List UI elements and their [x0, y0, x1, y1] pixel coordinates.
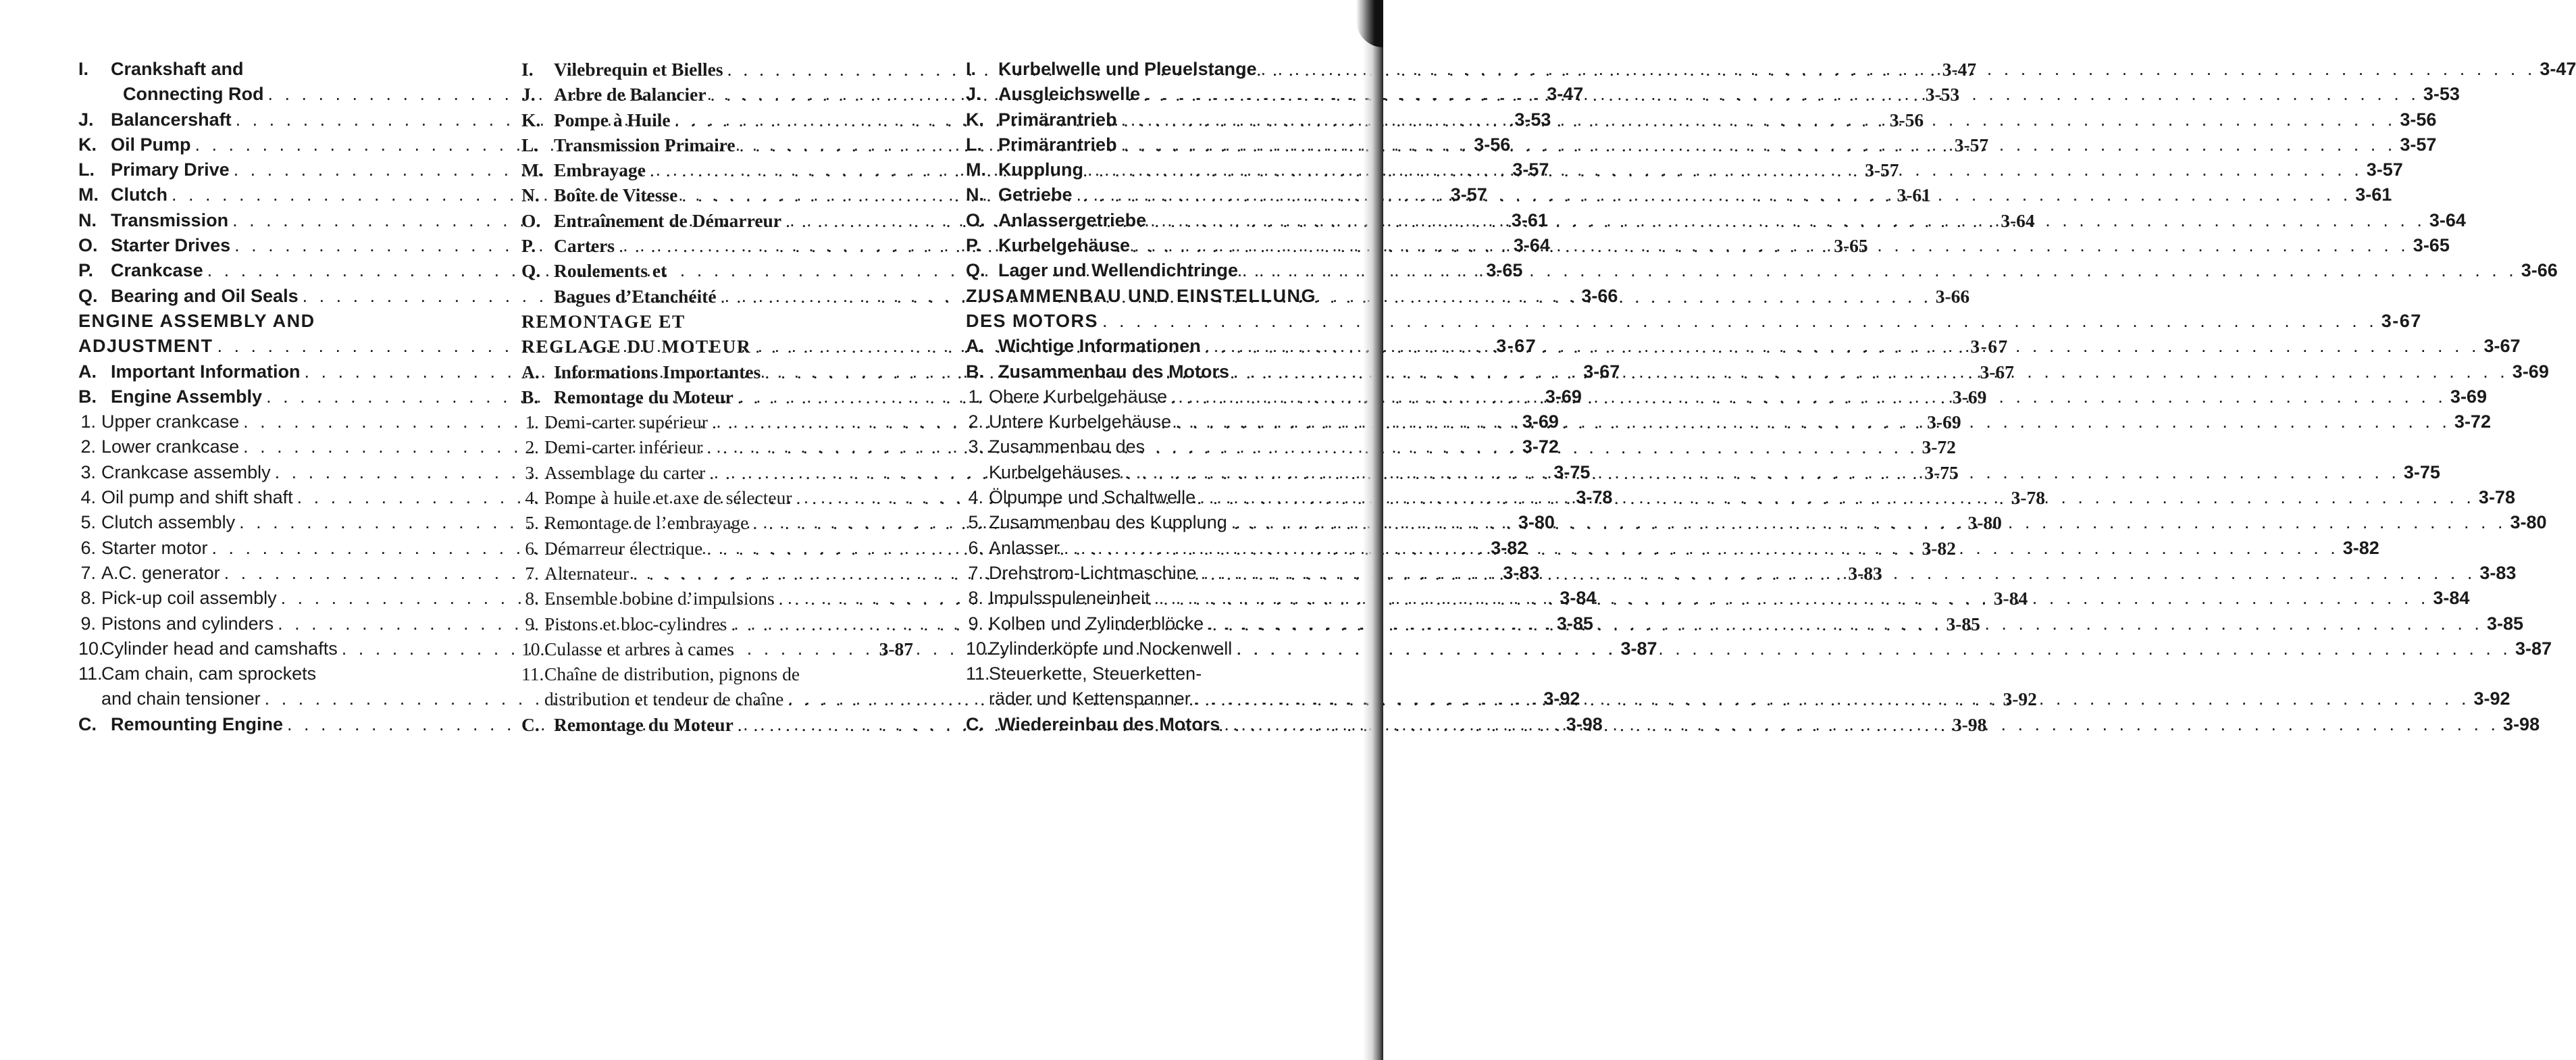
entry-number: J. — [521, 84, 536, 105]
section-heading-line1: ENGINE ASSEMBLY AND — [78, 310, 315, 331]
entry-title: Upper crankcase — [101, 411, 240, 432]
toc-entry-wichtige-informationen — [966, 334, 2521, 359]
entry-number: 3. — [80, 461, 96, 482]
entry-title: A.C. generator — [101, 562, 220, 583]
page-number: 3-69 — [1927, 411, 1961, 433]
section-heading-line1: REMONTAGE ET — [521, 310, 686, 332]
page-number: 3-72 — [2454, 411, 2491, 432]
page-number: 3-67 — [1970, 336, 2009, 357]
entry-title: Clutch — [111, 184, 168, 205]
page-number: 3-87 — [879, 638, 913, 659]
page-number: 3-53 — [2423, 84, 2460, 105]
dot-leader — [1224, 712, 2499, 737]
page-number: 3-75 — [2403, 461, 2440, 482]
page-number: 3-72 — [1522, 436, 1559, 457]
page-number: 3-72 — [1922, 436, 1956, 458]
page-number: 3-64 — [2429, 209, 2466, 230]
page-number: 3-47 — [2540, 59, 2576, 79]
entry-title: Crankshaft and — [111, 59, 244, 79]
page-number: 3-56 — [1474, 134, 1511, 155]
entry-number: 3. — [525, 461, 539, 483]
entry-title: Untere Kurbelgehäuse — [989, 411, 1172, 432]
entry-title: Crankcase assembly — [101, 461, 271, 482]
page-number: 3-56 — [2400, 109, 2437, 130]
entry-title: Primärantrieb — [998, 134, 1117, 155]
entry-title: Kolben und Zylinderblöcke — [989, 613, 1204, 634]
page-number: 3-65 — [1834, 235, 1868, 257]
entry-number: C. — [966, 713, 984, 734]
entry-number: 5. — [968, 512, 983, 533]
entry-number: I. — [966, 59, 977, 79]
page-number: 3-87 — [2515, 638, 2552, 659]
entry-title: Oil Pump — [111, 134, 191, 155]
entry-number: L. — [78, 159, 95, 180]
entry-title: Remounting Engine — [111, 713, 283, 734]
entry-number: M. — [521, 159, 544, 181]
section-heading-cont — [966, 309, 2422, 334]
entry-title: Ölpumpe und Schaltwelle — [989, 487, 1196, 508]
entry-number: B. — [78, 386, 97, 407]
entry-title: Bagues d’Etanchéité — [554, 285, 717, 307]
page-number: 3-47 — [1942, 59, 1977, 80]
dot-leader — [1087, 157, 2363, 182]
entry-title: Alternateur — [544, 562, 629, 584]
page-number: 3-85 — [1556, 613, 1593, 634]
entry-title: Bearing and Oil Seals — [111, 285, 299, 306]
entry-title: Transmission Primaire — [554, 134, 736, 155]
entry-title: Demi-carter supérieur — [544, 411, 709, 433]
page-number: 3-69 — [2512, 361, 2549, 382]
toc-subentry-obere-kurbelgehause — [966, 384, 2487, 409]
entry-title: Lower crankcase — [101, 436, 240, 457]
toc-subentry-steuerkette — [966, 661, 1359, 686]
toc-subentry-drehstrom — [966, 561, 2517, 586]
entry-number: A. — [521, 361, 540, 382]
entry-title: Primärantrieb — [998, 109, 1117, 130]
entry-number: N. — [521, 184, 540, 206]
page-number: 3-84 — [1993, 588, 2028, 609]
entry-number: 9. — [968, 613, 983, 634]
entry-title: distribution et tendeur de chaîne — [544, 688, 784, 710]
toc-subentry-culasse — [521, 636, 913, 661]
entry-number: 4. — [525, 487, 539, 509]
entry-number: C. — [521, 713, 540, 735]
page-number: 3-69 — [2450, 386, 2487, 407]
entry-number: 4. — [968, 487, 983, 508]
dot-leader — [1242, 258, 2517, 283]
entry-title: Important Information — [111, 361, 301, 382]
page-number: 3-80 — [1967, 512, 2002, 534]
page-number: 3-80 — [1518, 512, 1555, 533]
toc-subentry-zusammenbau-kupplung — [966, 510, 2547, 535]
dot-leader — [1125, 460, 2400, 485]
section-heading-line1: ZUSAMMENBAU UND EINSTELLUNG — [966, 285, 1316, 306]
entry-title: Engine Assembly — [111, 386, 263, 407]
entry-number: M. — [966, 159, 986, 180]
entry-title: Boîte de Vitesse — [554, 184, 678, 206]
page-number: 3-61 — [2355, 184, 2392, 205]
page-number: 3-66 — [1581, 285, 1618, 306]
entry-title: Lager und Wellendichtringe — [998, 260, 1239, 281]
entry-title: Pompe à Huile — [554, 109, 671, 130]
entry-title: Remontage du Moteur — [554, 713, 733, 735]
dot-leader — [1208, 611, 2483, 636]
entry-title: Carters — [554, 235, 615, 257]
page-number: 3-57 — [2366, 159, 2403, 180]
entry-title: Steuerkette, Steuerketten- — [989, 663, 1202, 684]
page-number: 3-92 — [2003, 688, 2037, 710]
entry-title: and chain tensioner — [101, 688, 261, 709]
page-number: 3-65 — [1486, 260, 1523, 281]
page-number: 3-57 — [1512, 159, 1549, 180]
page-number: 3-69 — [1522, 411, 1559, 432]
entry-title: Pick-up coil assembly — [101, 588, 277, 609]
page-number: 3-82 — [2342, 537, 2379, 558]
entry-number: P. — [966, 235, 981, 256]
entry-title: räder und Kettenspanner — [989, 688, 1191, 709]
entry-number: L. — [521, 134, 539, 155]
page-number: 3-57 — [1450, 184, 1487, 205]
entry-title: Anlassergetriebe — [998, 209, 1147, 230]
toc-entry-wiedereinbau — [966, 712, 2540, 737]
entry-title: Wiedereinbau des Motors — [998, 713, 1220, 734]
page-number: 3-64 — [2001, 209, 2035, 231]
entry-title: Transmission — [111, 209, 229, 230]
entry-number: 4. — [80, 487, 96, 508]
entry-title: Balancershaft — [111, 109, 232, 130]
entry-number: O. — [521, 209, 541, 231]
entry-title: Cam chain, cam sprockets — [101, 663, 317, 684]
entry-title: Kurbelwelle und Pleuelstange — [998, 59, 1257, 79]
entry-title: Roulements et — [554, 260, 667, 282]
dot-leader — [1200, 485, 2475, 510]
entry-title: Kurbelgehäuse — [998, 235, 1131, 256]
entry-number: 8. — [80, 588, 96, 609]
entry-number: B. — [966, 361, 984, 382]
entry-title: Zusammenbau des Kupplung — [989, 512, 1227, 533]
entry-number: A. — [78, 361, 97, 382]
dot-leader — [1261, 57, 2536, 82]
entry-title: Zusammenbau des — [989, 436, 1145, 457]
page-number: 3-57 — [1954, 134, 1989, 155]
toc-subentry-olpumpe — [966, 485, 2515, 510]
page-number: 3-98 — [1566, 713, 1603, 734]
entry-title: Informations Importantes — [554, 361, 761, 382]
page-number: 3-69 — [1545, 386, 1582, 407]
page-number: 3-82 — [1922, 537, 1956, 559]
entry-number: 9. — [525, 613, 539, 634]
entry-title: Getriebe — [998, 184, 1073, 205]
entry-number: L. — [966, 134, 982, 155]
entry-number: 6. — [80, 537, 96, 558]
page-number: 3-83 — [1503, 562, 1540, 583]
toc-entry-crankshaft-title — [78, 57, 467, 82]
entry-number: 3. — [968, 436, 983, 457]
entry-title: Vilebrequin et Bielles — [554, 59, 723, 80]
page-number: 3-57 — [2400, 134, 2437, 155]
entry-number: 1. — [525, 411, 539, 433]
toc-subentry-anlasser — [966, 536, 2379, 561]
entry-title: Entraînement de Démarreur — [554, 209, 782, 231]
entry-title: Chaîne de distribution, pignons de — [544, 663, 800, 685]
entry-title: Oil pump and shift shaft — [101, 487, 293, 508]
page-number: 3-65 — [2413, 235, 2450, 256]
toc-entry-kurbelwelle — [966, 57, 2576, 82]
entry-number: 10. — [966, 638, 991, 659]
entry-number: 11. — [966, 663, 990, 684]
entry-title: Starter motor — [101, 537, 208, 558]
entry-number: I. — [78, 59, 89, 79]
page-number: 3-61 — [1511, 209, 1548, 230]
page-number: 3-78 — [2011, 487, 2046, 509]
page-number: 3-57 — [1865, 159, 1899, 181]
section-heading — [966, 284, 1359, 309]
entry-number: 2. — [525, 436, 539, 458]
page-number: 3-69 — [1952, 386, 1987, 407]
entry-title: Pistons and cylinders — [101, 613, 274, 634]
entry-title: Ensemble bobine d’impulsions — [544, 588, 775, 609]
entry-number: A. — [966, 336, 984, 357]
entry-title: Connecting Rod — [123, 84, 264, 105]
section-heading-line2: REGLAGE DU MOTEUR — [521, 336, 752, 357]
page-number: 3-98 — [2503, 713, 2540, 734]
entry-number: 6. — [525, 537, 539, 559]
entry-title: Cylinder head and camshafts — [101, 638, 338, 659]
entry-title: Zusammenbau des Motors — [998, 361, 1230, 382]
entry-number: 1. — [80, 411, 96, 432]
entry-number: I. — [521, 59, 534, 80]
entry-number: Q. — [521, 260, 541, 282]
entry-title: Démarreur électrique — [544, 537, 703, 559]
entry-number: 8. — [968, 588, 983, 609]
page-number: 3-83 — [1848, 562, 1882, 584]
toc-column-german — [966, 57, 2576, 737]
dot-leader — [1121, 132, 2396, 157]
entry-number: J. — [78, 109, 94, 130]
page-number: 3-67 — [1980, 361, 2014, 382]
dot-leader — [1231, 510, 2506, 535]
page-number: 3-87 — [1620, 638, 1657, 659]
section-heading-line2: DES MOTORS — [966, 310, 1099, 331]
toc-subentry-zylinderkopfe — [966, 636, 2552, 661]
entry-number: 2. — [968, 411, 983, 432]
section-heading — [521, 309, 913, 334]
entry-title: Remontage de l’embrayage — [544, 512, 749, 534]
page-number: 3-66 — [2521, 260, 2558, 281]
page-number: 3-85 — [1946, 613, 1980, 634]
entry-number: Q. — [78, 285, 98, 306]
page-number: 3-78 — [1576, 487, 1613, 508]
page-number: 3-75 — [1553, 461, 1591, 482]
dot-leader — [1233, 359, 2508, 384]
entry-title: Arbre de Balancier — [554, 84, 706, 105]
page-number: 3-53 — [1925, 84, 1960, 105]
entry-number: 7. — [968, 562, 983, 583]
entry-number: 7. — [525, 562, 539, 584]
entry-number: 11. — [78, 663, 103, 684]
dot-leader — [1121, 107, 2396, 132]
entry-number: 8. — [525, 588, 539, 609]
entry-number: B. — [521, 386, 539, 407]
entry-number: 10. — [78, 638, 104, 659]
toc-subentry-kurbelgehauses-cont — [966, 460, 2440, 485]
entry-number: P. — [521, 235, 536, 257]
entry-number: K. — [966, 109, 984, 130]
entry-number: 6. — [968, 537, 983, 558]
entry-title: Assemblage du carter — [544, 461, 706, 483]
book-binding-corner — [1356, 0, 1383, 47]
page-number: 3-92 — [1543, 688, 1580, 709]
entry-number: 5. — [80, 512, 96, 533]
page-number: 3-67 — [1496, 336, 1537, 357]
entry-title: Wichtige Informationen — [998, 336, 1201, 357]
toc-subentry-kolben — [966, 611, 2523, 636]
page-number: 3-82 — [1491, 537, 1528, 558]
dot-leader — [1205, 334, 2480, 359]
dot-leader — [1150, 208, 2425, 233]
dot-leader — [1144, 82, 2419, 107]
entry-title: Pistons et bloc-cylindres — [544, 613, 727, 634]
entry-title: Anlasser — [989, 537, 1060, 558]
entry-number: 1. — [968, 386, 983, 407]
entry-title: Culasse et arbres à cames — [544, 638, 734, 659]
page-number: 3-67 — [2483, 336, 2521, 357]
entry-title: Pompe à huile et axe de sélecteur — [544, 487, 792, 509]
entry-number: Q. — [966, 260, 985, 281]
toc-subentry-chaine-distribution — [521, 661, 913, 686]
entry-title: Clutch assembly — [101, 512, 236, 533]
entry-title: Drehstrom-Lichtmaschine — [989, 562, 1197, 583]
page-number: 3-64 — [1513, 235, 1550, 256]
page-number: 3-78 — [2478, 487, 2515, 508]
page-number: 3-66 — [1935, 285, 1970, 307]
entry-number: P. — [78, 260, 94, 281]
entry-number: 9. — [80, 613, 96, 634]
toc-subentry-zusammenbau-des — [966, 434, 1359, 459]
entry-number: N. — [78, 209, 97, 230]
toc-subentry-impulsspuleneinheit — [966, 586, 2470, 611]
page-number: 3-47 — [1547, 84, 1584, 105]
entry-number: C. — [78, 713, 97, 734]
entry-title: Kurbelgehäuses — [989, 461, 1121, 482]
page-number: 3-84 — [2433, 588, 2470, 609]
page-number: 3-56 — [1889, 109, 1924, 130]
toc-subentry-cam-chain — [78, 661, 467, 686]
entry-number: O. — [966, 209, 985, 230]
dot-leader — [1134, 233, 2409, 258]
entry-number: M. — [78, 184, 99, 205]
toc-subentry-steuerkette-cont — [966, 686, 2510, 711]
dot-leader — [1154, 586, 2429, 611]
entry-title: Ausgleichswelle — [998, 84, 1141, 105]
page-number: 3-53 — [1514, 109, 1551, 130]
entry-title: Starter Drives — [111, 235, 231, 256]
entry-title: Primary Drive — [111, 159, 230, 180]
entry-title: Remontage du Moteur — [554, 386, 733, 407]
dot-leader — [1195, 686, 2470, 711]
dot-leader — [1064, 536, 2339, 561]
entry-title: Zylinderköpfe und Nockenwell — [989, 638, 1233, 659]
entry-number: K. — [521, 109, 541, 130]
page-number: 3-84 — [1560, 588, 1597, 609]
page-number: 3-67 — [1583, 361, 1620, 382]
entry-title: Embrayage — [554, 159, 646, 181]
section-heading-line2: ADJUSTMENT — [78, 336, 213, 357]
entry-number: 7. — [80, 562, 96, 583]
entry-title: Kupplung — [998, 159, 1083, 180]
entry-number: 2. — [80, 436, 96, 457]
entry-number: O. — [78, 235, 98, 256]
dot-leader — [1236, 636, 2511, 661]
entry-number: J. — [966, 84, 981, 105]
page-number: 3-92 — [2473, 688, 2510, 709]
toc-entry-kupplung — [966, 157, 2403, 182]
entry-title: Impulsspuleneinheit — [989, 588, 1150, 609]
dot-leader — [1077, 182, 2352, 207]
section-heading — [78, 309, 467, 334]
page-number: 3-85 — [2486, 613, 2523, 634]
dot-leader — [1102, 309, 2377, 334]
entry-number: 11. — [521, 663, 544, 685]
page-number: 3-61 — [1897, 184, 1931, 206]
page-number: 3-67 — [2381, 310, 2422, 331]
toc-entry-roulements — [521, 258, 913, 283]
entry-number: 5. — [525, 512, 539, 534]
page-number: 3-80 — [2510, 512, 2547, 533]
entry-number: 10. — [521, 638, 545, 659]
book-binding-shadow — [1363, 0, 1383, 1060]
entry-number: N. — [966, 184, 984, 205]
entry-title: Demi-carter inférieur — [544, 436, 703, 458]
entry-number: K. — [78, 134, 97, 155]
page-number: 3-83 — [2479, 562, 2517, 583]
entry-title: Obere Kurbelgehäuse — [989, 386, 1168, 407]
page-number: 3-75 — [1924, 461, 1959, 483]
dot-leader — [1201, 561, 2476, 586]
entry-title: Crankcase — [111, 260, 203, 281]
page-number: 3-98 — [1952, 713, 1987, 735]
